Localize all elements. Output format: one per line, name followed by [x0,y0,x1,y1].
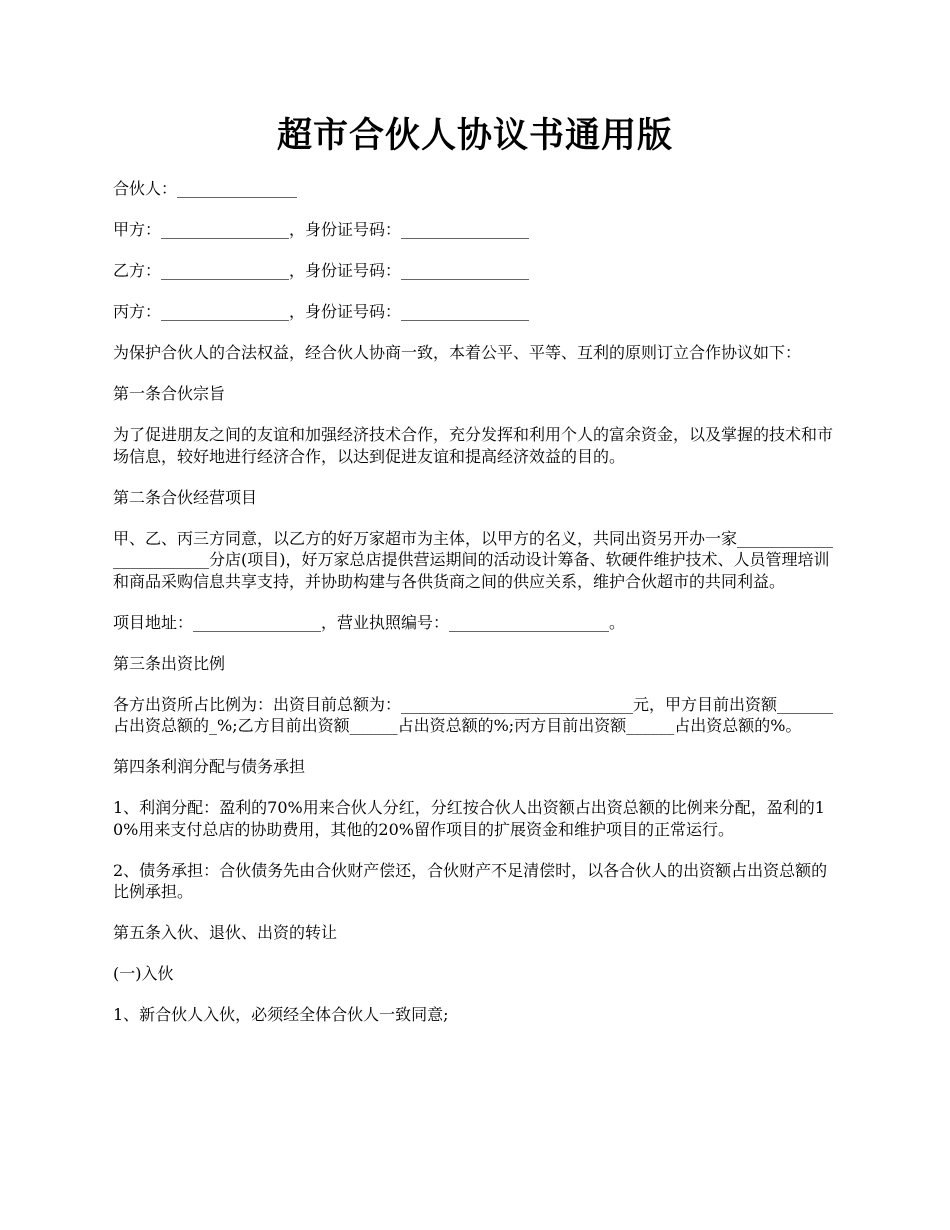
admission-subheading: (一)入伙 [113,964,174,983]
document-body [113,178,840,1045]
partners-line: 合伙人：_______________ [113,179,298,198]
document-title: 超市合伙人协议书通用版 [276,116,673,156]
profit-distribution-text: 1、利润分配：盈利的70%用来合伙人分红，分红按合伙人出资额占出资总额的比例来分配，盈利的10%用来支付总店的协助费用，其他的20%留作项目的扩展资金和维护项目的正常运行。 [113,798,825,839]
party-a-line: 甲方：________________，身份证号码：________________ [113,220,530,239]
debt-bearing-text: 2、债务承担：合伙债务先由合伙财产偿还，合伙财产不足清偿时，以各合伙人的出资额占出资总额的比例承担。 [113,860,828,901]
party-b-line: 乙方：________________，身份证号码：________________ [113,261,530,280]
article-2-text: 甲、乙、丙三方同意，以乙方的好万家超市为主体，以甲方的名义，共同出资另开办一家________________________分店(项目)，好万家总店提供营运期间的活动设计筹备、软硬件维护技术、人员管理培训和商品采购信息共享支持，并协助构建与各供货商之间的供应关系，维护合伙超市的共同利益。 [113,528,834,591]
article-2-heading: 第二条合伙经营项目 [113,487,258,507]
article-5-heading: 第五条入伙、退伙、出资的转让 [113,923,338,942]
preamble-paragraph: 为保护合伙人的合法权益，经合伙人协商一致，本着公平、平等、互利的原则订立合作协议如下： [113,343,802,362]
party-c-line: 丙方：________________，身份证号码：________________ [113,302,530,321]
article-4-heading: 第四条利润分配与债务承担 [113,757,306,776]
article-3-text: 各方出资所占比例为：出资目前总额为：_____________________________元，甲方目前出资额_______占出资总额的_%;乙方目前出资额______占出资总额的%;丙方目前出资额______占出资总额的%。 [113,694,834,735]
article-1-heading: 第一条合伙宗旨 [113,384,226,403]
project-address-line: 项目地址：________________，营业执照编号：____________________。 [113,612,626,632]
article-3-heading: 第三条出资比例 [113,653,226,673]
admission-item-1: 1、新合伙人入伙，必须经全体合伙人一致同意; [113,1005,449,1024]
article-1-text: 为了促进朋友之间的友谊和加强经济技术合作，充分发挥和利用个人的富余资金，以及掌握的技术和市场信息，较好地进行经济合作，以达到促进友谊和提高经济效益的目的。 [113,425,834,466]
